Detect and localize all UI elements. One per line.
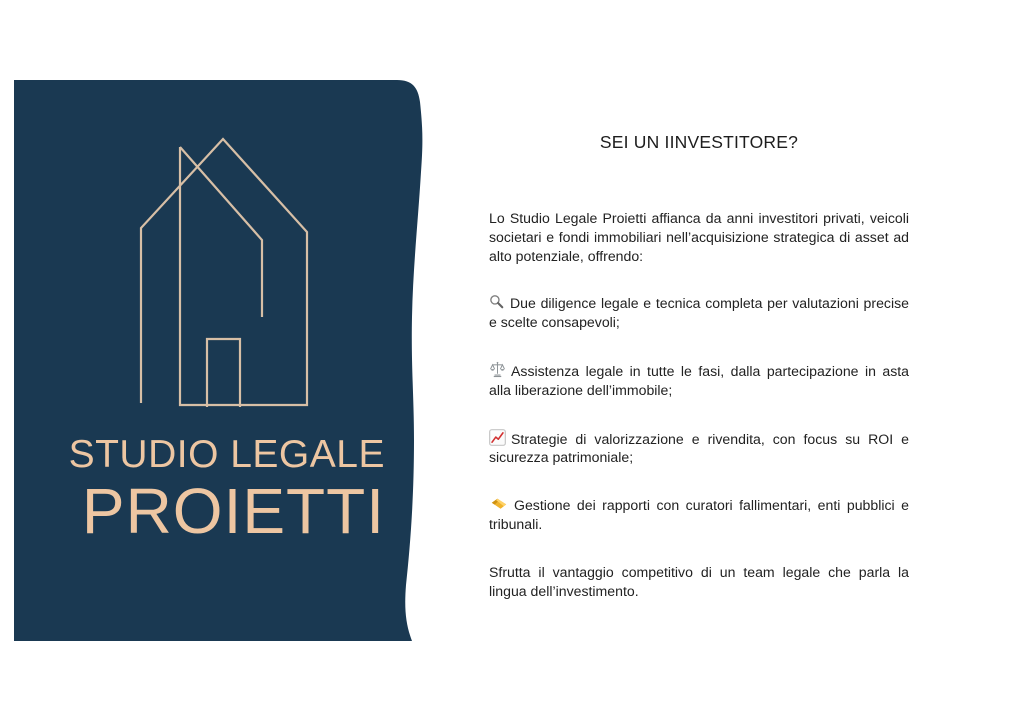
brand-name-line1: STUDIO LEGALE bbox=[68, 433, 385, 476]
page-title: SEI UN IINVESTITORE? bbox=[599, 132, 799, 152]
brand-name-line2: PROIETTI bbox=[81, 475, 385, 547]
handshake-icon bbox=[489, 496, 509, 512]
navy-panel-shape bbox=[14, 80, 422, 641]
closing-paragraph: Sfrutta il vantaggio competitivo di un team legale che parla la lingua dell’investimento. bbox=[489, 563, 909, 599]
content-column bbox=[489, 0, 909, 600]
bullet-strategie bbox=[489, 429, 909, 468]
chart-up-icon bbox=[489, 429, 506, 446]
magnifier-icon bbox=[489, 294, 505, 310]
brand-wordmark bbox=[68, 432, 385, 547]
bullet-assistenza-legale bbox=[489, 361, 909, 400]
bullet-gestione-rapporti bbox=[489, 496, 909, 534]
bullet-due-diligence bbox=[489, 294, 909, 332]
panel-background-shape bbox=[14, 80, 426, 641]
brand-panel bbox=[14, 80, 426, 641]
scales-icon bbox=[489, 361, 506, 378]
bullet-text: Assistenza legale in tutte le fasi, dalla partecipazione in asta alla liberazione dell’immobile; bbox=[489, 362, 909, 398]
bullet-text: Due diligence legale e tecnica completa per valutazioni precise e scelte consapevoli; bbox=[489, 295, 909, 331]
bullet-text: Gestione dei rapporti con curatori fallimentari, enti pubblici e tribunali. bbox=[489, 497, 909, 532]
intro-paragraph: Lo Studio Legale Proietti affianca da anni investitori privati, veicoli societari e fondi immobiliari nell’acquisizione strategica di asset ad alto potenziale, offrendo: bbox=[489, 210, 909, 264]
bullet-text: Strategie di valorizzazione e rivendita, con focus su ROI e sicurezza patrimoniale; bbox=[489, 430, 909, 466]
